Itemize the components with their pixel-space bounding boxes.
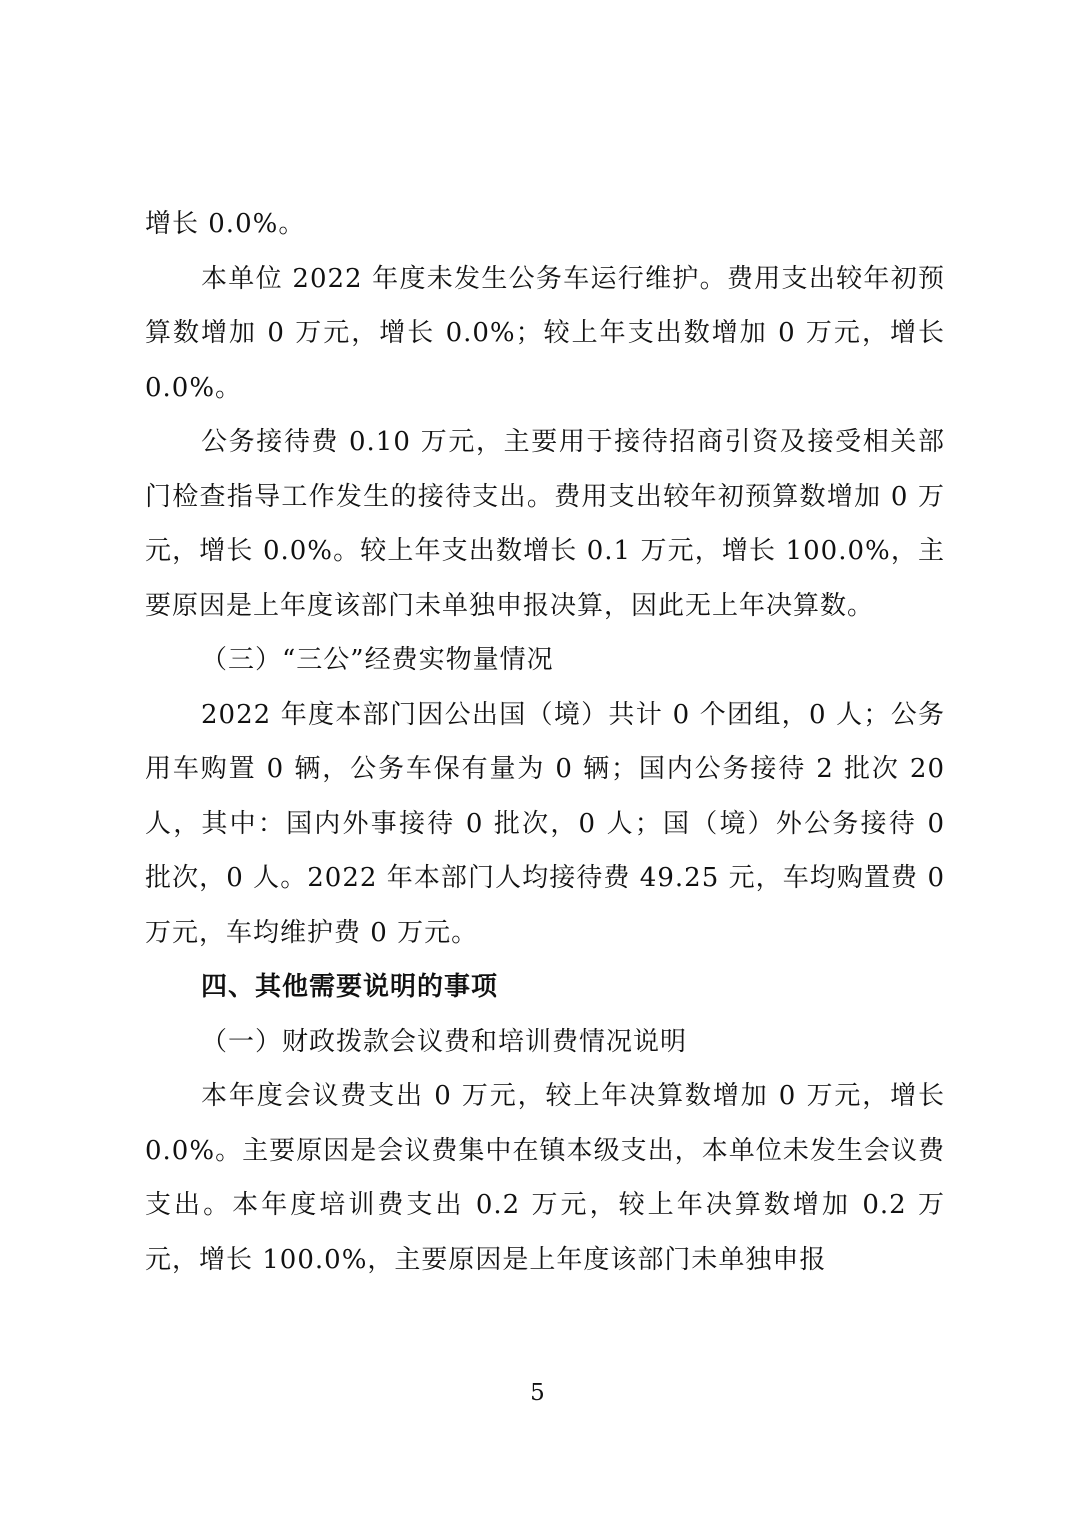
subheading-physical-quantity: （三）“三公”经费实物量情况 [201, 645, 554, 675]
paragraph-continuation: 增长 0.0%。 [145, 209, 306, 239]
body-text [145, 197, 945, 1287]
paragraph-meeting-training: 本年度会议费支出 0 万元，较上年决算数增加 0 万元，增长 0.0%。主要原因是会议费集中在镇本级支出，本单位未发生会议费支出。本年度培训费支出 0.2 万元，较上年决算数增加 0.2 万元，增长 100.0%，主要原因是上年度该部门未单独申报 [145, 1081, 945, 1275]
paragraph-physical-quantity: 2022 年度本部门因公出国（境）共计 0 个团组，0 人；公务用车购置 0 辆，公务车保有量为 0 辆；国内公务接待 2 批次 20 人，其中：国内外事接待 0 批次，0 人；国（境）外公务接待 0 批次，0 人。2022 年本部门人均接待费 49.25 元，车均购置费 0 万元，车均维护费 0 万元。 [145, 699, 945, 948]
section-heading-other-matters: 四、其他需要说明的事项 [201, 972, 499, 1002]
subheading-meeting-training: （一）财政拨款会议费和培训费情况说明 [201, 1026, 688, 1057]
paragraph-reception-fee: 公务接待费 0.10 万元，主要用于接待招商引资及接受相关部门检查指导工作发生的接待支出。费用支出较年初预算数增加 0 万元，增长 0.0%。较上年支出数增长 0.1 万元，增长 100.0%，主要原因是上年度该部门未单独申报决算，因此无上年决算数。 [145, 427, 945, 621]
paragraph-vehicle-maintenance: 本单位 2022 年度未发生公务车运行维护。费用支出较年初预算数增加 0 万元，增长 0.0%；较上年支出数增加 0 万元，增长 0.0%。 [145, 263, 945, 403]
page-number: 5 [530, 1380, 545, 1406]
